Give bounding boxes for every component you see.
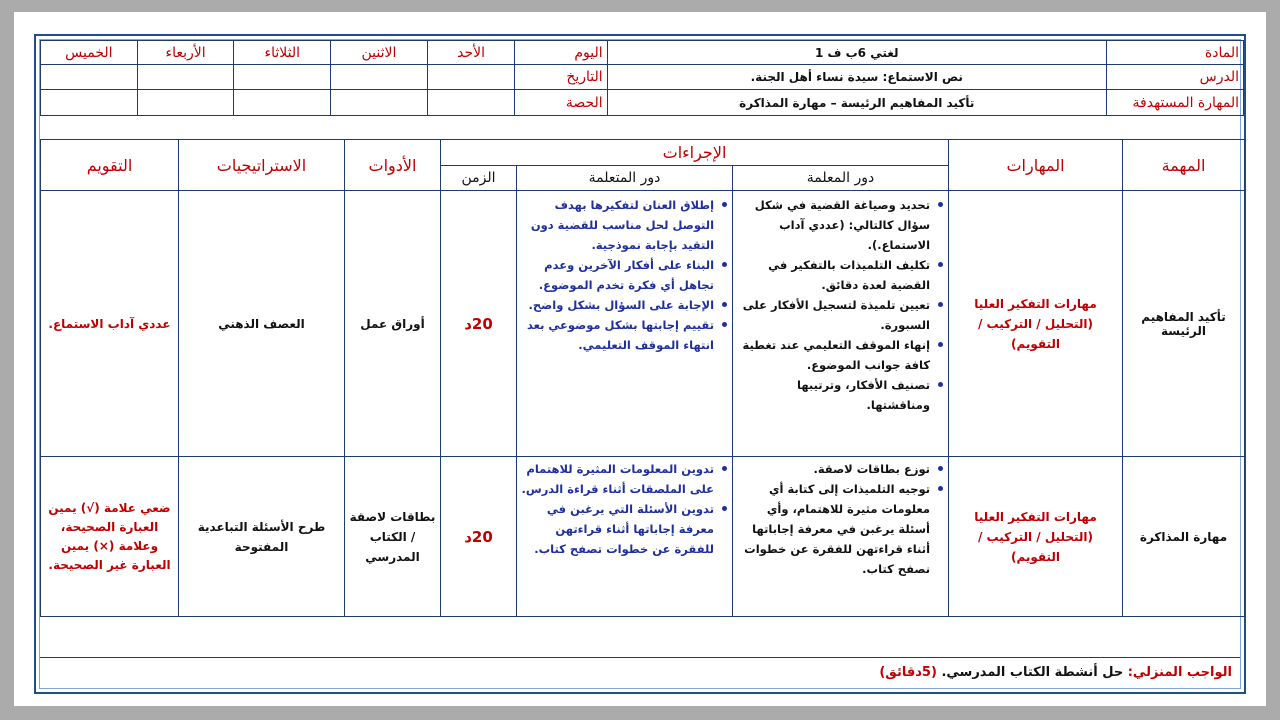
row1-task: تأكيد المفاهيم الرئيسة	[1123, 191, 1245, 457]
row2-skills: مهارات التفكير العليا (التحليل / التركيب / التقويم)	[949, 457, 1123, 617]
day-sunday: الأحد	[427, 41, 515, 65]
subject-value: لغتي 6ب ف 1	[607, 41, 1106, 65]
lesson-value: نص الاستماع: سيدة نساء أهل الجنة.	[607, 65, 1106, 90]
row2-evaluation: ضعي علامة (√) يمين العبارة الصحيحة، وعلامة (×) يمين العبارة غير الصحيحة.	[41, 457, 179, 617]
row2-teacher-list	[737, 459, 944, 579]
list-item: إنهاء الموقف التعليمي عند تغطية كافة جوانب الموضوع.	[737, 335, 930, 375]
row2-time: 20د	[441, 457, 517, 617]
homework-text: حل أنشطة الكتاب المدرسي.	[941, 665, 1124, 680]
row2-student-list	[521, 459, 728, 559]
lesson-label: الدرس	[1106, 65, 1243, 90]
day-monday: الاثنين	[331, 41, 428, 65]
row1-strategies: العصف الذهني	[179, 191, 345, 457]
day-tuesday: الثلاثاء	[234, 41, 331, 65]
list-item: توجيه التلميذات إلى كتابة أي معلومات مثيرة للاهتمام، وأي أسئلة يرغبن في معرفة إجاباتها أثناء قراءتهن للفقرة عن خطوات نصفح كتاب.	[737, 479, 930, 579]
period-cell-monday	[331, 90, 428, 116]
row1-tools: أوراق عمل	[345, 191, 441, 457]
list-item: تصنيف الأفكار، وترتيبها ومناقشتها.	[737, 375, 930, 415]
table-row	[41, 457, 1245, 617]
period-cell-sunday	[427, 90, 515, 116]
col-student-role: دور المتعلمة	[517, 166, 733, 191]
row1-skills: مهارات التفكير العليا (التحليل / التركيب / التقويم)	[949, 191, 1123, 457]
row1-teacher-role	[733, 191, 949, 457]
col-strategies: الاستراتيجيات	[179, 140, 345, 191]
subject-label: المادة	[1106, 41, 1243, 65]
period-cell-wednesday	[137, 90, 234, 116]
row1-time: 20د	[441, 191, 517, 457]
period-cell-thursday	[41, 90, 138, 116]
period-cell-tuesday	[234, 90, 331, 116]
date-cell-tuesday	[234, 65, 331, 90]
row2-task: مهارة المذاكرة	[1123, 457, 1245, 617]
skill-label: المهارة المستهدفة	[1106, 90, 1243, 116]
main-table	[40, 139, 1245, 617]
date-label: التاريخ	[515, 65, 607, 90]
row1-student-role	[517, 191, 733, 457]
row1-student-list	[521, 195, 728, 355]
list-item: تدوين الأسئلة التي يرغبن في معرفة إجاباتها أثناء قراءتهن للفقرة عن خطوات تصفح كتاب.	[521, 499, 714, 559]
row2-strategies: طرح الأسئلة التباعدية المفتوحة	[179, 457, 345, 617]
list-item: تدوين المعلومات المثيرة للاهتمام على الملصقات أثناء قراءة الدرس.	[521, 459, 714, 499]
col-procedures: الإجراءات	[441, 140, 949, 166]
col-tools: الأدوات	[345, 140, 441, 191]
homework-bar	[40, 657, 1240, 688]
col-task: المهمة	[1123, 140, 1245, 191]
day-thursday: الخميس	[41, 41, 138, 65]
list-item: البناء على أفكار الآخرين وعدم تجاهل أي فكرة تخدم الموضوع.	[521, 255, 714, 295]
date-cell-monday	[331, 65, 428, 90]
list-item: تكليف التلميذات بالتفكير في القضية لعدة دقائق.	[737, 255, 930, 295]
col-teacher-role: دور المعلمة	[733, 166, 949, 191]
col-time: الزمن	[441, 166, 517, 191]
date-cell-wednesday	[137, 65, 234, 90]
date-cell-sunday	[427, 65, 515, 90]
list-item: إطلاق العنان لتفكيرها بهدف التوصل لحل مناسب للقضية دون التقيد بإجابة نموذجية.	[521, 195, 714, 255]
header-table	[40, 40, 1244, 116]
list-item: تحديد وصياغة القضية في شكل سؤال كالتالي: (عددي آداب الاستماع.).	[737, 195, 930, 255]
list-item: توزع بطاقات لاصقة.	[737, 459, 930, 479]
skill-value: تأكيد المفاهيم الرئيسة – مهارة المذاكرة	[607, 90, 1106, 116]
row1-evaluation: عددي آداب الاستماع.	[41, 191, 179, 457]
outer-frame	[34, 34, 1246, 694]
table-row	[41, 191, 1245, 457]
inner-frame	[39, 39, 1241, 689]
col-skills: المهارات	[949, 140, 1123, 191]
list-item: تقييم إجابتها بشكل موضوعي بعد انتهاء الموقف التعليمي.	[521, 315, 714, 355]
homework-duration: (5دقائق)	[879, 665, 937, 680]
day-wednesday: الأربعاء	[137, 41, 234, 65]
period-label: الحصة	[515, 90, 607, 116]
day-label: اليوم	[515, 41, 607, 65]
row2-student-role	[517, 457, 733, 617]
list-item: الإجابة على السؤال بشكل واضح.	[521, 295, 714, 315]
row2-teacher-role	[733, 457, 949, 617]
date-cell-thursday	[41, 65, 138, 90]
row1-teacher-list	[737, 195, 944, 415]
lesson-plan-page	[14, 12, 1266, 706]
homework-label: الواجب المنزلي:	[1127, 665, 1232, 680]
list-item: تعيين تلميذة لتسجيل الأفكار على السبورة.	[737, 295, 930, 335]
row2-tools: بطاقات لاصقة / الكتاب المدرسي	[345, 457, 441, 617]
col-evaluation: التقويم	[41, 140, 179, 191]
